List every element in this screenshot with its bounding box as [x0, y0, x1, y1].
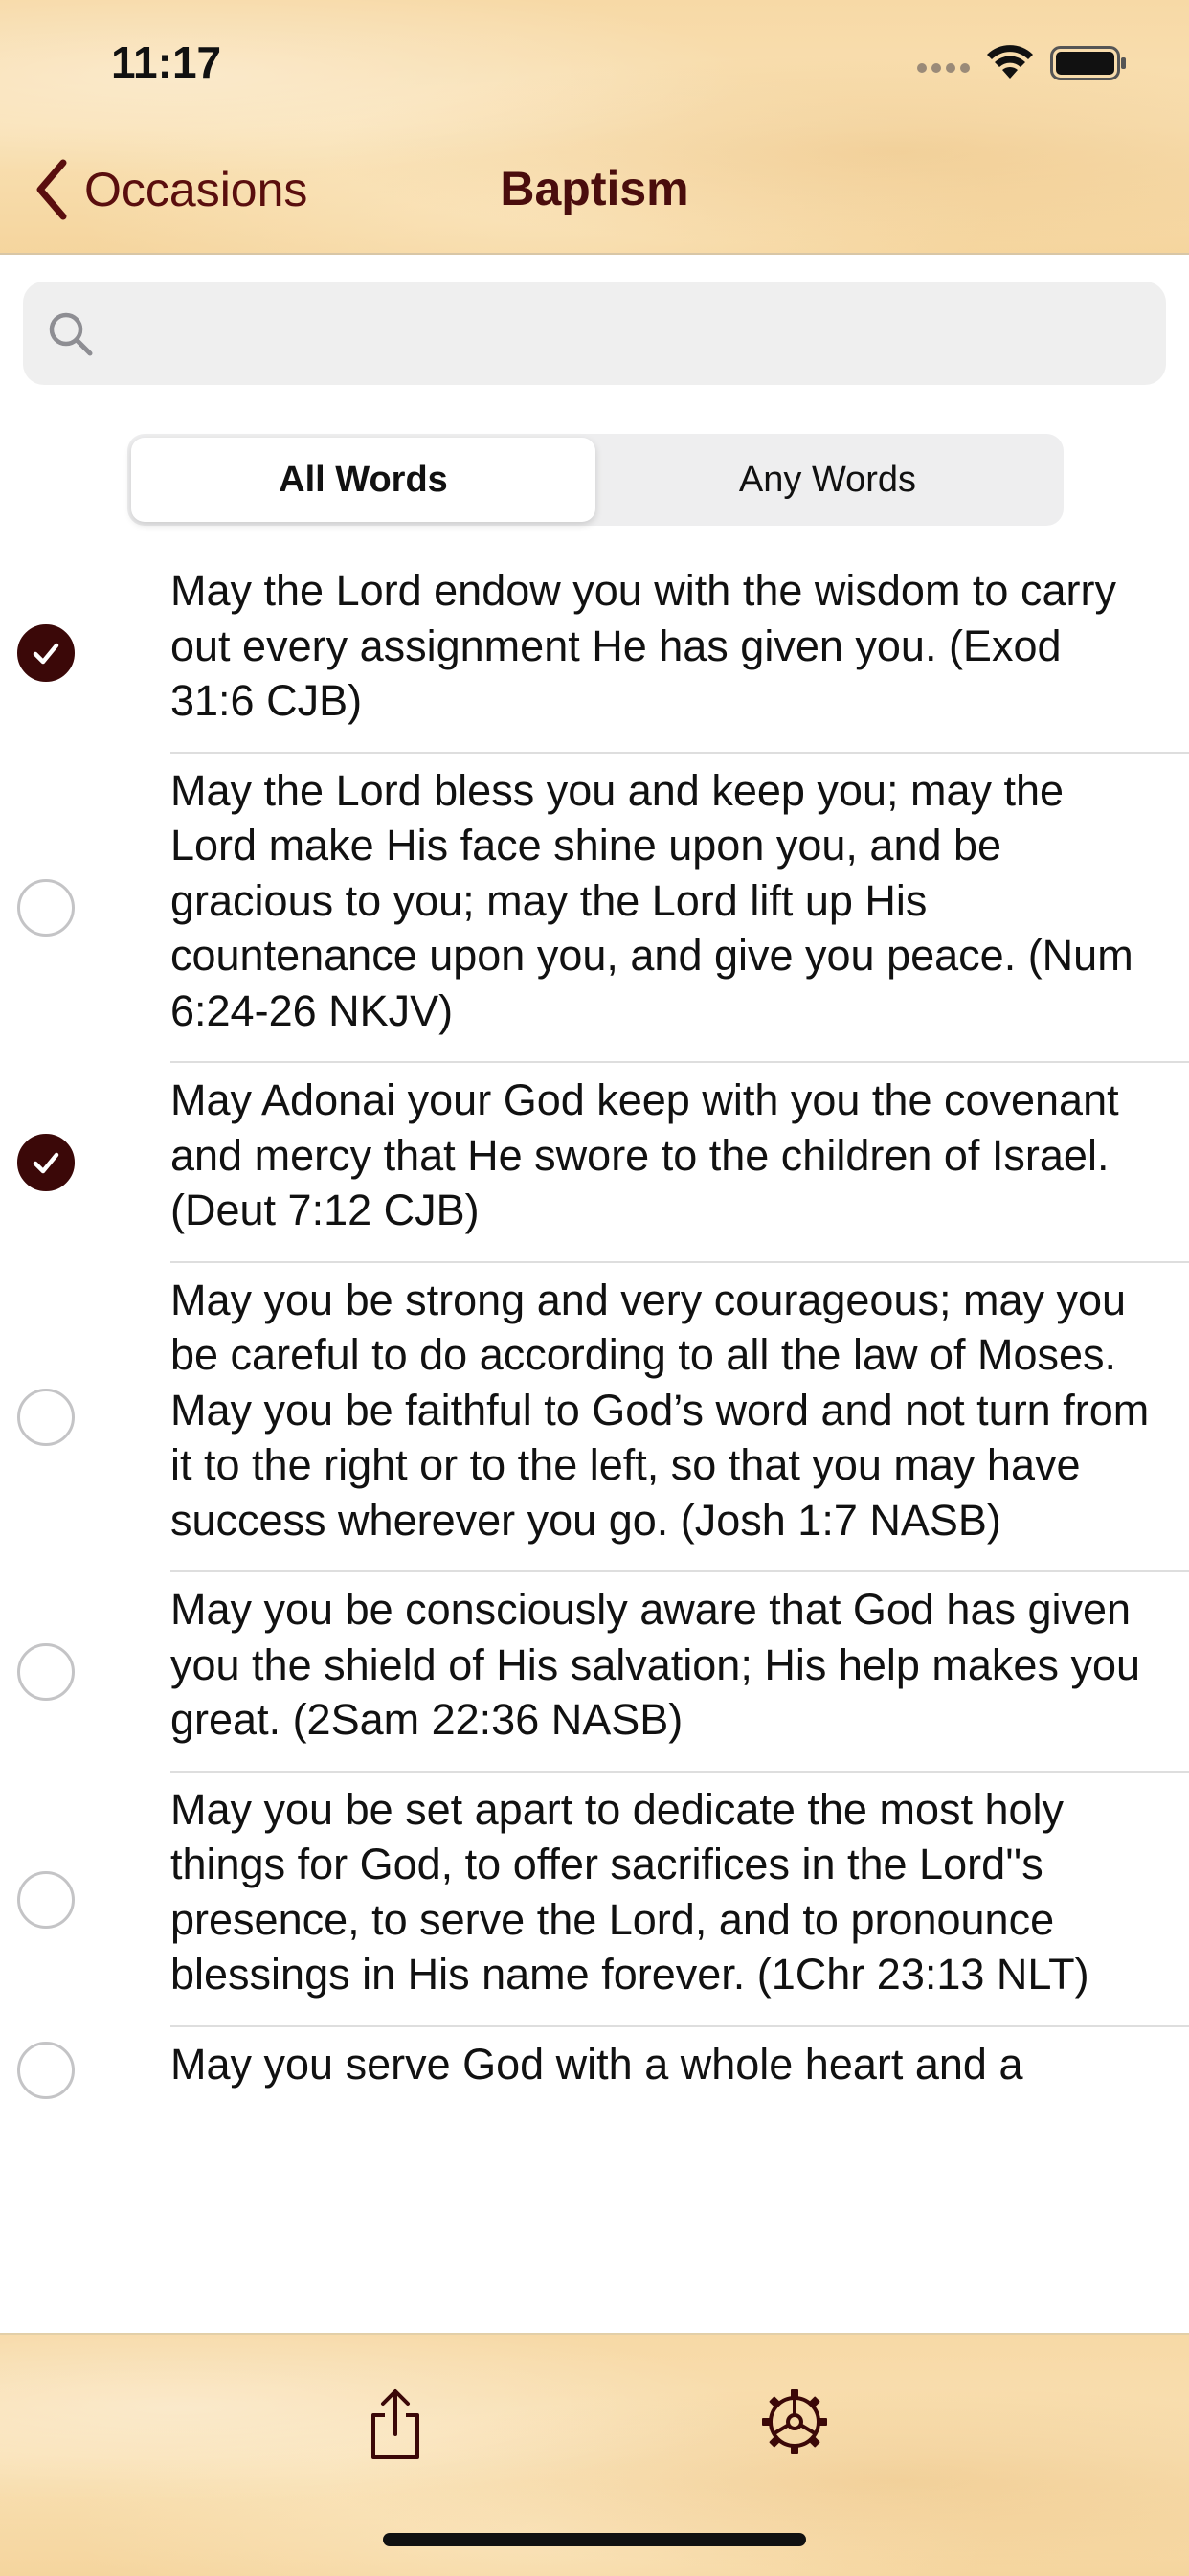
blessing-text: May Adonai your God keep with you the covenant and mercy that He swore to the children of Israel. (Deut 7:12 CJB) [170, 1063, 1189, 1263]
blessing-text: May you be strong and very courageous; may you be careful to do according to all the law of Moses. May you be faithful to God’s word and not turn from it to the right or to the left, so that you may have success wherever you go. (Josh 1:7 NASB) [170, 1263, 1189, 1573]
wifi-icon [986, 44, 1034, 80]
navigation-header [0, 0, 1189, 255]
checked-circle-icon[interactable] [17, 1134, 75, 1191]
blessing-text: May you be set apart to dedicate the most holy things for God, to offer sacrifices in the Lord''s presence, to serve the Lord, and to pronounce blessings in His name forever. (1Chr 23:13 NLT) [170, 1773, 1189, 2027]
page-title: Baptism [500, 162, 689, 215]
unchecked-circle-icon[interactable] [17, 1871, 75, 1929]
search-input[interactable] [109, 308, 1147, 358]
segment-any-words[interactable]: Any Words [738, 459, 917, 500]
check-cell [0, 1389, 170, 1446]
back-button-label: Occasions [84, 163, 308, 216]
home-indicator[interactable] [383, 2533, 806, 2546]
battery-icon [1050, 46, 1127, 80]
search-icon [46, 309, 94, 357]
list-item[interactable] [0, 1263, 1189, 1573]
unchecked-circle-icon[interactable] [17, 1389, 75, 1446]
checked-circle-icon[interactable] [17, 624, 75, 682]
unchecked-circle-icon[interactable] [17, 2042, 75, 2099]
check-cell [0, 1643, 170, 1701]
segment-all-words[interactable]: All Words [131, 438, 595, 522]
list-item[interactable] [0, 1773, 1189, 2027]
cellular-signal-icon [917, 63, 970, 73]
check-cell [0, 624, 170, 682]
unchecked-circle-icon[interactable] [17, 879, 75, 937]
blessing-text: May the Lord endow you with the wisdom to carry out every assignment He has given you. (Exod 31:6 CJB) [170, 554, 1189, 754]
list-item[interactable] [0, 754, 1189, 1064]
share-icon[interactable] [362, 2386, 429, 2463]
blessing-text: May the Lord bless you and keep you; may the Lord make His face shine upon you, and be gracious to you; may the Lord lift up His countenance upon you, and give you peace. (Num 6:24-26 NKJV) [170, 754, 1189, 1064]
status-time: 11:17 [111, 37, 222, 87]
check-cell [0, 2042, 170, 2099]
search-bar[interactable] [23, 282, 1166, 385]
unchecked-circle-icon[interactable] [17, 1643, 75, 1701]
blessing-text: May you serve God with a whole heart and a [170, 2039, 1023, 2089]
list-item[interactable] [0, 1572, 1189, 1773]
check-cell [0, 879, 170, 937]
list-item[interactable] [0, 2027, 1189, 2115]
blessing-text: May you be consciously aware that God has given you the shield of His salvation; His help makes you great. (2Sam 22:36 NASB) [170, 1572, 1189, 1773]
list-item[interactable] [0, 554, 1189, 754]
check-cell [0, 1134, 170, 1191]
blessing-list [0, 554, 1189, 2333]
gear-icon[interactable] [759, 2386, 830, 2457]
check-cell [0, 1871, 170, 1929]
list-item[interactable] [0, 1063, 1189, 1263]
search-mode-segmented-control [127, 434, 1064, 526]
